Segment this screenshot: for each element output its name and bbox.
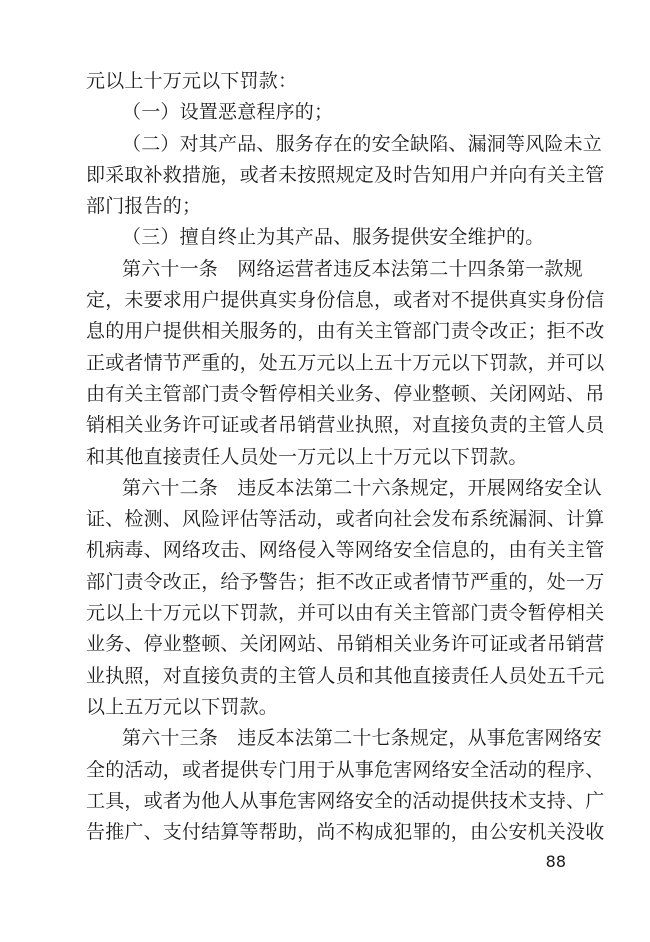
text-line: 元以上十万元以下罚款： <box>86 70 298 92</box>
article-62-heading-line: 第六十二条 违反本法第二十六条规定，开展网络安全认 <box>122 476 603 499</box>
text-line: 机病毒、网络攻击、网络侵入等网络安全信息的，由有关主管 <box>86 539 605 562</box>
text-line: 以上五万元以下罚款。 <box>86 695 279 718</box>
article-61-heading-line: 第六十一条 网络运营者违反本法第二十四条第一款规 <box>122 257 583 280</box>
text-line: 证、检测、风险评估等活动，或者向社会发布系统漏洞、计算 <box>86 508 605 531</box>
text-line: 销相关业务许可证或者吊销营业执照，对直接负责的主管人员 <box>86 414 605 437</box>
text-line: 工具，或者为他人从事危害网络安全的活动提供技术支持、广 <box>86 789 605 812</box>
text-line: （二）对其产品、服务存在的安全缺陷、漏洞等风险未立 <box>122 132 603 155</box>
text-line: 部门报告的； <box>86 195 202 218</box>
text-line: 和其他直接责任人员处一万元以上十万元以下罚款。 <box>86 445 528 468</box>
text-line: （三）擅自终止为其产品、服务提供安全维护的。 <box>122 226 545 249</box>
text-line: 业执照，对直接负责的主管人员和其他直接责任人员处五千元 <box>86 664 605 687</box>
text-line: 定，未要求用户提供真实身份信息，或者对不提供真实身份信 <box>86 289 605 312</box>
text-line: 由有关主管部门责令暂停相关业务、停业整顿、关闭网站、吊 <box>86 382 605 405</box>
text-line: 息的用户提供相关服务的，由有关主管部门责令改正；拒不改 <box>86 320 605 343</box>
text-line: （一）设置恶意程序的； <box>122 101 334 124</box>
article-63-heading-line: 第六十三条 违反本法第二十七条规定，从事危害网络安 <box>122 727 603 750</box>
text-line: 即采取补救措施，或者未按照规定及时告知用户并向有关主管 <box>86 163 605 186</box>
text-line: 告推广、支付结算等帮助，尚不构成犯罪的，由公安机关没收 <box>86 821 605 844</box>
document-body <box>86 66 605 848</box>
page-number: 88 <box>545 852 566 871</box>
text-line: 全的活动，或者提供专门用于从事危害网络安全活动的程序、 <box>86 758 605 781</box>
text-line: 部门责令改正，给予警告；拒不改正或者情节严重的，处一万 <box>86 570 605 593</box>
text-line: 正或者情节严重的，处五万元以上五十万元以下罚款，并可以 <box>86 351 605 374</box>
text-line: 业务、停业整顿、关闭网站、吊销相关业务许可证或者吊销营 <box>86 633 605 656</box>
text-line: 元以上十万元以下罚款，并可以由有关主管部门责令暂停相关 <box>86 602 605 625</box>
